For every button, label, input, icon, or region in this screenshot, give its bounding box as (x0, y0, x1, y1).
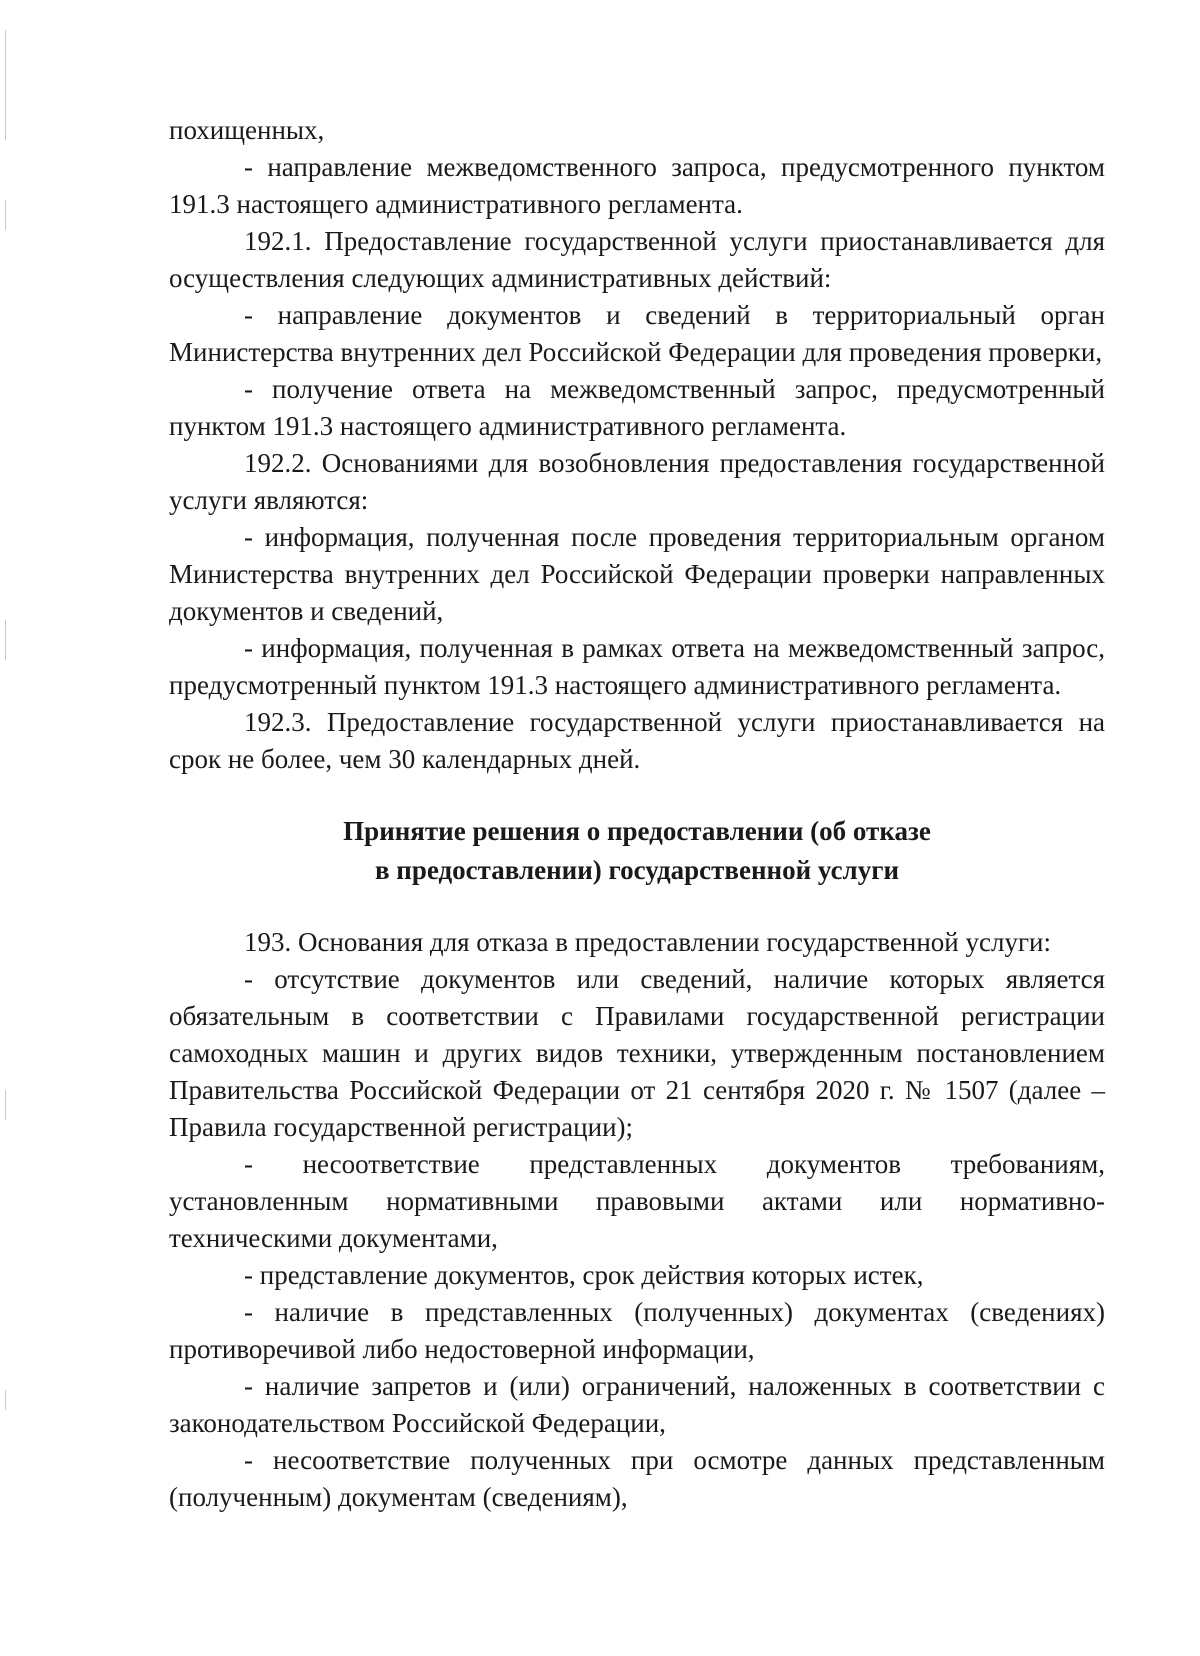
scan-edge-mark (5, 1090, 6, 1120)
scan-edge-mark (5, 200, 6, 230)
paragraph: - отсутствие документов или сведений, наличие которых является обязательным в соответствии с Правилами государственной регистрации самоходных машин и других видов техники, утвержденным постановлением Правительства Российской Федерации от 21 сентября 2020 г. № 1507 (далее – Правила государственной регистрации); (169, 964, 1105, 1142)
paragraph: - наличие в представленных (полученных) документах (сведениях) противоречивой либо недостоверной информации, (169, 1297, 1105, 1364)
section-heading (169, 812, 1105, 890)
paragraph: - получение ответа на межведомственный запрос, предусмотренный пунктом 191.3 настоящего административного регламента. (169, 374, 1105, 441)
paragraph: - несоответствие полученных при осмотре данных представленным (полученным) документам (сведениям), (169, 1445, 1105, 1512)
document-body-after-heading (169, 924, 1105, 1516)
scan-edge-mark (5, 30, 6, 140)
paragraph: - направление документов и сведений в территориальный орган Министерства внутренних дел Российской Федерации для проведения проверки, (169, 300, 1105, 367)
scan-edge-mark (5, 620, 6, 660)
paragraph: - информация, полученная после проведения территориальным органом Министерства внутренних дел Российской Федерации проверки направленных документов и сведений, (169, 522, 1105, 626)
paragraph: - представление документов, срок действия которых истек, (244, 1260, 924, 1290)
document-body-before-heading (169, 112, 1105, 778)
scan-edge-mark (5, 1390, 6, 1410)
document-page (169, 112, 1105, 1516)
paragraph: похищенных, (169, 115, 325, 145)
paragraph: - информация, полученная в рамках ответа на межведомственный запрос, предусмотренный пунктом 191.3 настоящего административного регламента. (169, 633, 1105, 700)
paragraph: 193. Основания для отказа в предоставлении государственной услуги: (244, 927, 1051, 957)
paragraph: 192.1. Предоставление государственной услуги приостанавливается для осуществления следующих административных действий: (169, 226, 1105, 293)
paragraph: 192.3. Предоставление государственной услуги приостанавливается на срок не более, чем 30 календарных дней. (169, 707, 1105, 774)
paragraph: - наличие запретов и (или) ограничений, наложенных в соответствии с законодательством Российской Федерации, (169, 1371, 1105, 1438)
section-heading-line-1: Принятие решения о предоставлении (об отказе (343, 816, 931, 846)
paragraph: - направление межведомственного запроса, предусмотренного пунктом 191.3 настоящего административного регламента. (169, 152, 1105, 219)
paragraph: - несоответствие представленных документов требованиям, установленным нормативными правовыми актами или нормативно-техническими документами, (169, 1149, 1105, 1253)
section-heading-line-2: в предоставлении) государственной услуги (374, 855, 900, 885)
paragraph: 192.2. Основаниями для возобновления предоставления государственной услуги являются: (169, 448, 1105, 515)
